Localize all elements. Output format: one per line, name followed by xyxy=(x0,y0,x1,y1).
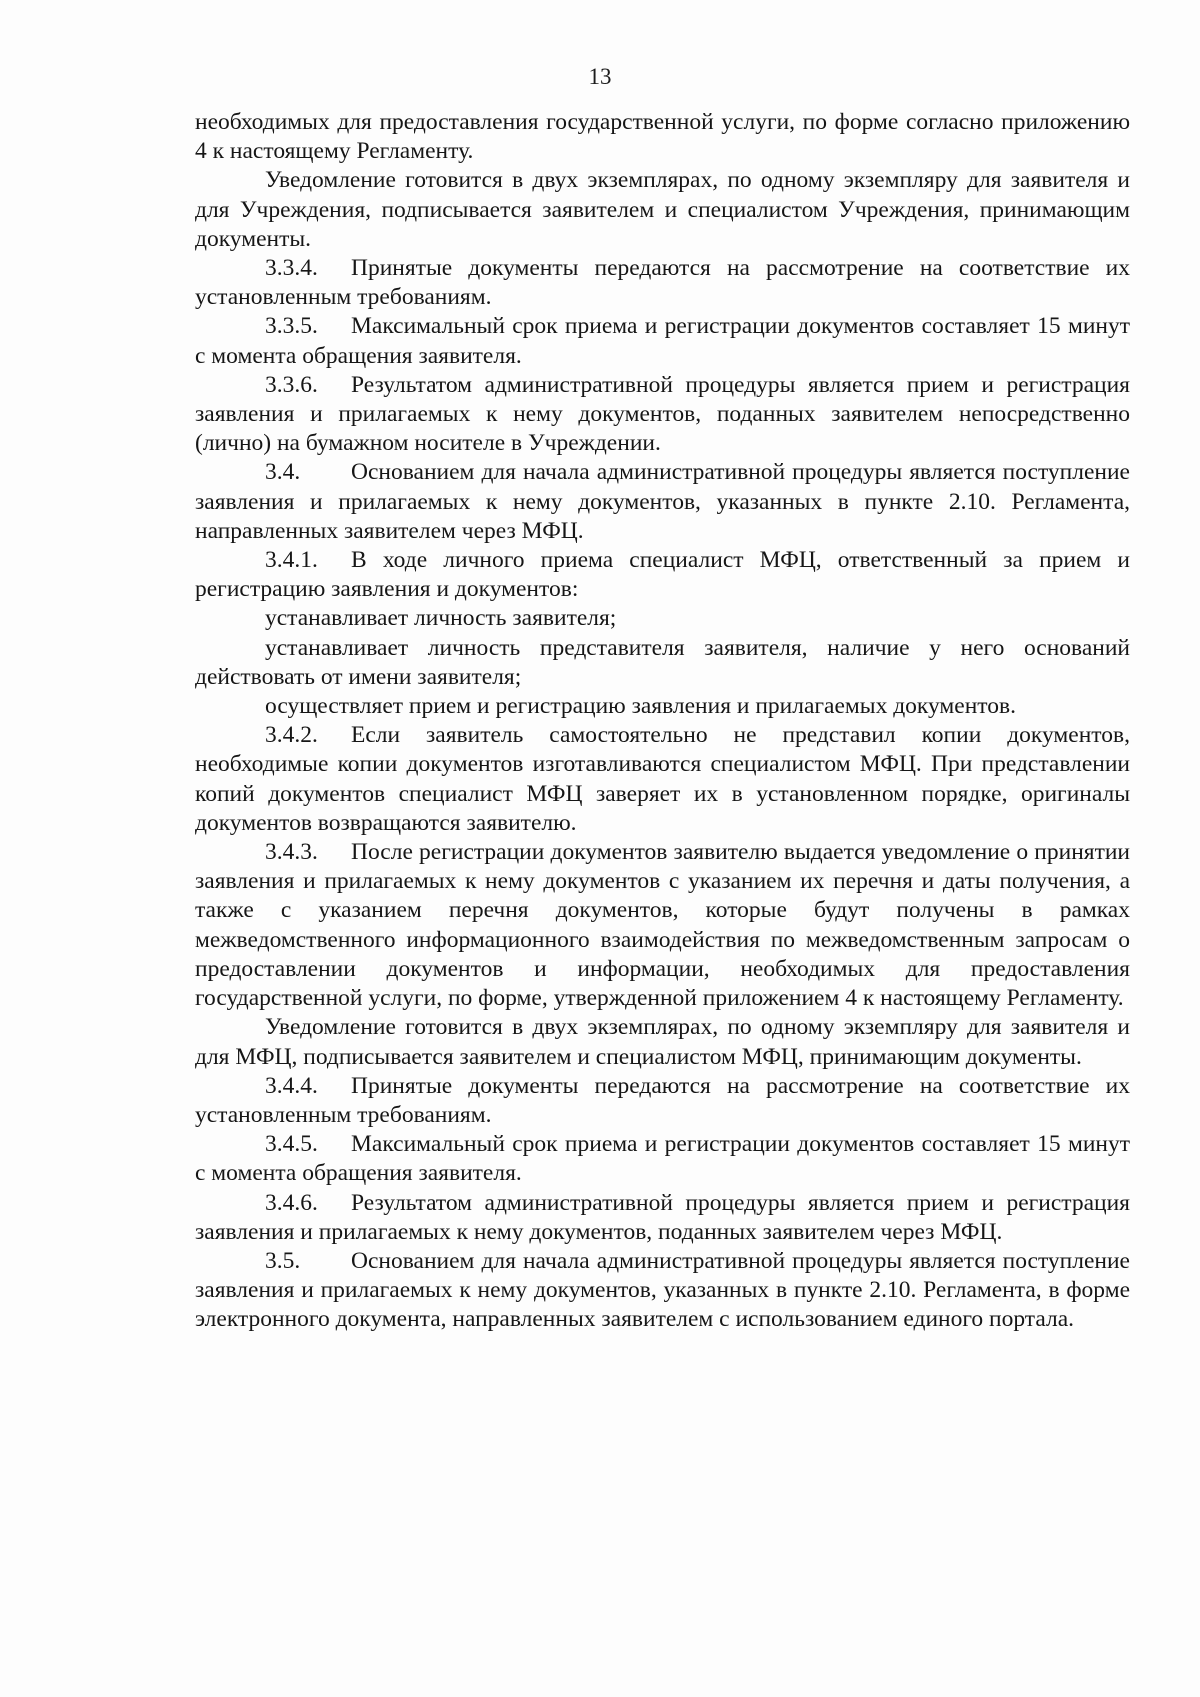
clause-number: 3.4.3. xyxy=(265,839,318,866)
paragraph xyxy=(195,721,1130,838)
paragraph xyxy=(195,692,1130,721)
paragraph-text: Результатом административной процедуры является прием и регистрация заявления и прилагаемых к нему документов, поданных заявителем непосредственно (лично) на бумажном носителе в Учреждении. xyxy=(195,371,1130,457)
paragraph xyxy=(195,546,1130,604)
paragraph-text: Уведомление готовится в двух экземплярах, по одному экземпляру для заявителя и для Учреждения, подписывается заявителем и специалистом Учреждения, принимающим документы. xyxy=(195,167,1130,252)
paragraph xyxy=(195,1189,1130,1247)
paragraph xyxy=(195,1247,1130,1335)
paragraph-text: Максимальный срок приема и регистрации документов составляет 15 минут с момента обращения заявителя. xyxy=(195,313,1130,369)
clause-number: 3.5. xyxy=(265,1247,301,1274)
paragraph-text: необходимых для предоставления государственной услуги, по форме согласно приложению 4 к настоящему Регламенту. xyxy=(195,109,1130,165)
clause-number: 3.4.5. xyxy=(265,1131,318,1158)
paragraph xyxy=(195,254,1130,312)
paragraph-text: Уведомление готовится в двух экземплярах, по одному экземпляру для заявителя и для МФЦ, подписывается заявителем и специалистом МФЦ, принимающим документы. xyxy=(195,1014,1130,1070)
paragraph-text: осуществляет прием и регистрацию заявления и прилагаемых документов. xyxy=(265,693,1016,720)
paragraph-text: Основанием для начала административной процедуры является поступление заявления и прилагаемых к нему документов, указанных в пункте 2.10. Регламента, направленных заявителем через МФЦ. xyxy=(195,459,1130,544)
paragraph-text: После регистрации документов заявителю выдается уведомление о принятии заявления и прилагаемых к нему документов с указанием их перечня и даты получения, а также с указанием перечня документов, которые будут получены в рамках межведомственного информационного взаимодействия по межведомственным запросам о предоставлении документов и информации, необходимых для предоставления государственной услуги, по форме, утвержденной приложением 4 к настоящему Регламенту. xyxy=(195,839,1130,1012)
clause-number: 3.4.2. xyxy=(265,722,318,749)
paragraph-text: В ходе личного приема специалист МФЦ, ответственный за прием и регистрацию заявления и документов: xyxy=(195,547,1130,603)
document-body xyxy=(195,108,1130,1335)
paragraph xyxy=(195,604,1130,633)
clause-number: 3.4.1. xyxy=(265,547,318,574)
paragraph-text: Принятые документы передаются на рассмотрение на соответствие их установленным требованиям. xyxy=(195,1072,1130,1128)
paragraph-text: Основанием для начала административной процедуры является поступление заявления и прилагаемых к нему документов, указанных в пункте 2.10. Регламента, в форме электронного документа, направленных заявителем с использованием единого портала. xyxy=(195,1247,1130,1333)
paragraph xyxy=(195,312,1130,370)
clause-number: 3.4.4. xyxy=(265,1072,318,1099)
paragraph-text: Максимальный срок приема и регистрации документов составляет 15 минут с момента обращения заявителя. xyxy=(195,1131,1130,1187)
paragraph xyxy=(195,108,1130,166)
paragraph xyxy=(195,1072,1130,1130)
paragraph-text: устанавливает личность заявителя; xyxy=(265,605,617,632)
paragraph-text: устанавливает личность представителя заявителя, наличие у него оснований действовать от имени заявителя; xyxy=(195,634,1130,690)
paragraph-text: Принятые документы передаются на рассмотрение на соответствие их установленным требованиям. xyxy=(195,255,1130,311)
clause-number: 3.4.6. xyxy=(265,1189,318,1216)
paragraph xyxy=(195,458,1130,546)
paragraph-text: Результатом административной процедуры является прием и регистрация заявления и прилагаемых к нему документов, поданных заявителем через МФЦ. xyxy=(195,1189,1130,1245)
paragraph xyxy=(195,371,1130,459)
clause-number: 3.3.5. xyxy=(265,313,318,340)
clause-number: 3.3.4. xyxy=(265,255,318,282)
page-number: 13 xyxy=(588,64,612,89)
paragraph-text: Если заявитель самостоятельно не представил копии документов, необходимые копии документов изготавливаются специалистом МФЦ. При представлении копий документов специалист МФЦ заверяет их в установленном порядке, оригиналы документов возвращаются заявителю. xyxy=(195,722,1130,836)
paragraph xyxy=(195,166,1130,254)
paragraph xyxy=(195,838,1130,1013)
paragraph xyxy=(195,1013,1130,1071)
paragraph xyxy=(195,1130,1130,1188)
clause-number: 3.3.6. xyxy=(265,371,318,398)
paragraph xyxy=(195,634,1130,692)
clause-number: 3.4. xyxy=(265,459,301,486)
